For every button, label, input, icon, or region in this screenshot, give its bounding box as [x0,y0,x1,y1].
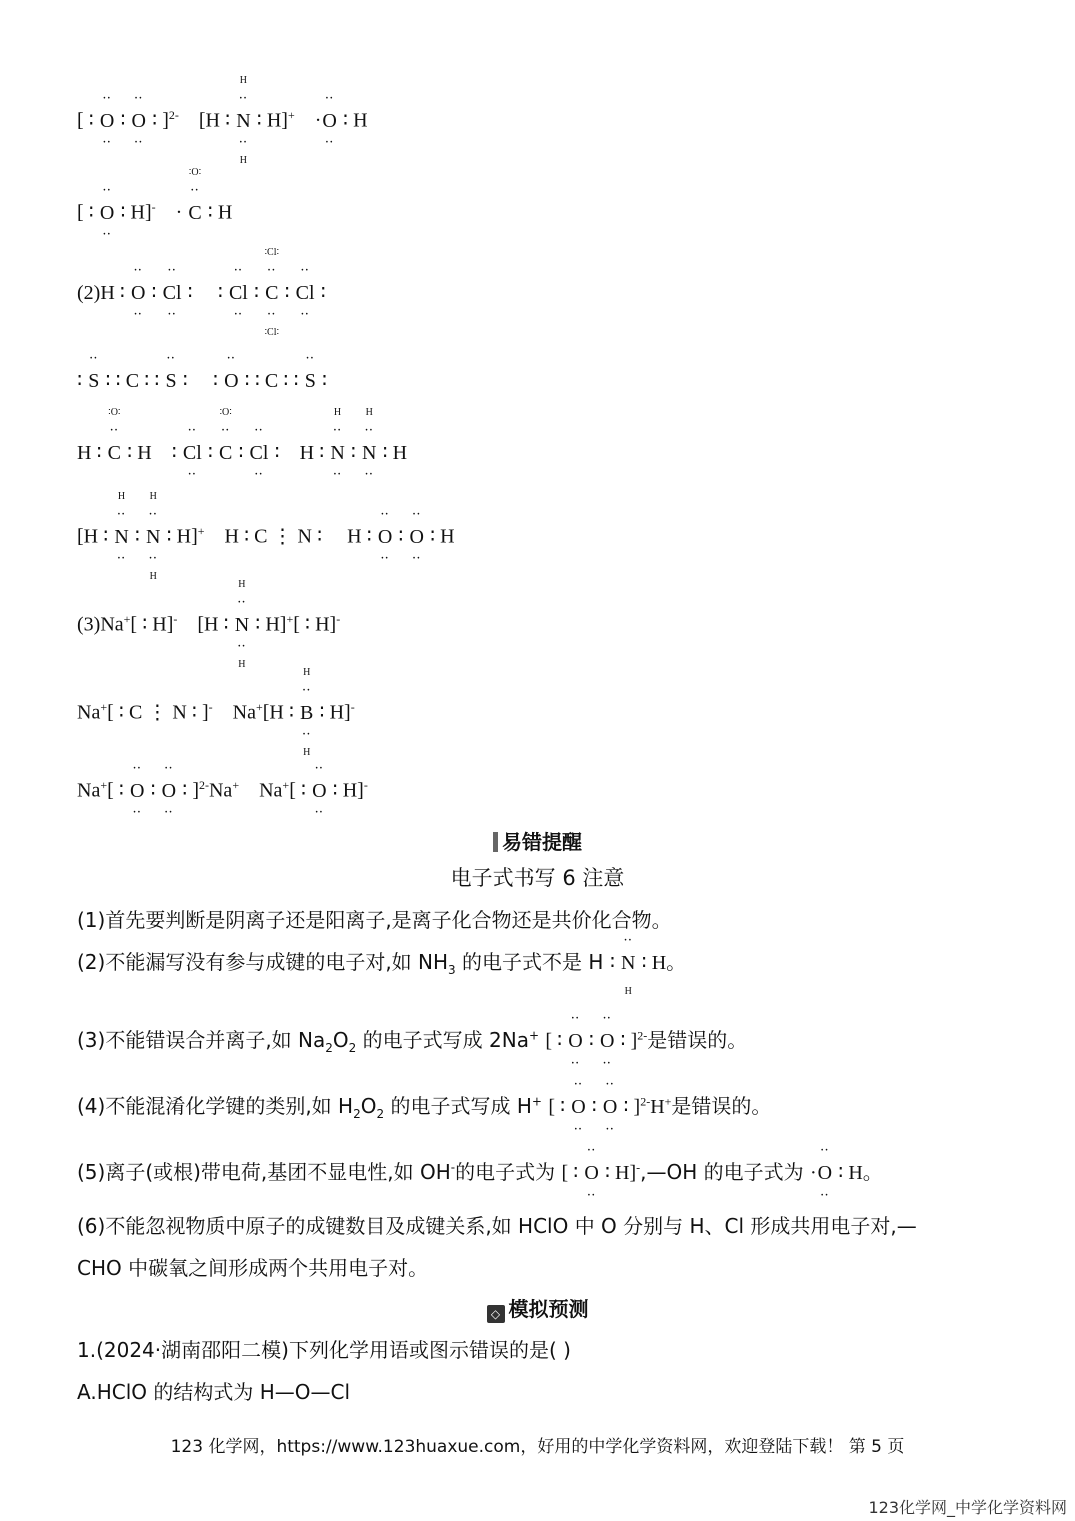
bar-icon [493,832,498,852]
formula-row-7: (3)Na+[ ∶ H]- [H ∶ N ·· ·· H H ∶ H]+[ ∶ H]- [77,578,341,670]
diamond-icon: ◇ [487,1305,505,1323]
reminder-point-5: (5)离子(或根)带电荷,基团不显电性,如 OH-的电子式为 [ ∶ O ·· ·· ∶ H]-,—OH 的电子式为 ·O ·· ·· ∶ H。 [77,1145,883,1201]
formula-row-9: Na+[ ∶ O ·· ·· ∶ O ·· ·· ∶ ]$^{2-}$Na+ Na+[ ∶ O ·· ·· ∶ H]- [77,762,368,818]
site-watermark: 123化学网_中学化学资料网 [868,1498,1067,1517]
section-heading-reminder: 易错提醒 [0,826,1075,855]
reminder-subtitle: 电子式书写 6 注意 [450,866,625,890]
reminder-point-3: (3)不能错误合并离子,如 $Na_2O_2$ 的电子式写成 2Na+ [ ∶ O ·· ·· ∶ O ·· ·· ∶ ]$^{2-}$是错误的。 [77,1013,748,1069]
question-1: 1.(2024·湖南邵阳二模)下列化学用语或图示错误的是( ) [77,1338,571,1362]
page-footer: 123 化学网，https://www.123huaxue.com，好用的中学化学资料网，欢迎登陆下载！ 第 5 页 [170,1437,905,1457]
section-heading-practice: ◇ 模拟预测 [0,1293,1075,1323]
formula-row-3: (2)H ∶ O ·· ·· ∶ Cl ·· ·· ∶ ∶ Cl ·· ·· ∶ C ·· ·· ∶Cl∶ ∶Cl∶ ∶ Cl ·· ·· ∶ [77,247,326,338]
formula-row-8: Na+[ ∶ C ⋮ N ∶ ]- Na+[H ∶ B ·· ·· H H ∶ H]- [77,666,355,758]
formula-row-2: [ ∶ O ·· ·· ∶ H]- · C ·· ∶O∶ ∶ H [77,166,233,240]
reminder-point-1: (1)首先要判断是阴离子还是阳离子,是离子化合物还是共价化合物。 [77,908,672,932]
reminder-point-6b: CHO 中碳氧之间形成两个共用电子对。 [77,1256,429,1280]
formula-row-4: ∶ S ·· ∶ ∶ C ∶ ∶ S ·· ∶ ∶ O ·· ∶ ∶ C ∶ ∶ S ·· ∶ [77,353,328,392]
formula-row-6: [H ∶ N ·· ·· H ∶ N ·· ·· H H ∶ H]+ H ∶ C ⋮ N ∶ H ∶ O ·· ·· ∶ O ·· ·· ∶ H [77,490,455,582]
reminder-point-2: (2)不能漏写没有参与成键的电子对,如 $NH_3$ 的电子式不是 H ∶ N ·· H ∶ H。 [77,935,687,997]
formula-row-1: [ ∶ O ·· ·· ∶ O ·· ·· ∶ ]$^{2-}$ [H ∶ N ·· ·· H H ∶ H]+ ·O ·· ·· ∶ H [77,74,368,166]
question-1-option-a: A.HClO 的结构式为 H—O—Cl [77,1380,351,1404]
formula-row-5: H ∶ C ·· ∶O∶ ∶ H ∶ Cl ·· ·· ∶ C ·· ∶O∶ ∶ Cl ·· ·· ∶ H ∶ N ·· ·· H ∶ N ·· ·· H ∶ H [77,407,408,480]
reminder-point-4: (4)不能混淆化学键的类别,如 $H_2O_2$ 的电子式写成 H+ [ ∶ O ·· ·· ∶ O ·· ·· ∶ ]$^{2-}$H+是错误的。 [77,1079,772,1135]
reminder-point-6a: (6)不能忽视物质中原子的成键数目及成键关系,如 HClO 中 O 分别与 H、Cl 形成共用电子对,— [77,1214,917,1238]
